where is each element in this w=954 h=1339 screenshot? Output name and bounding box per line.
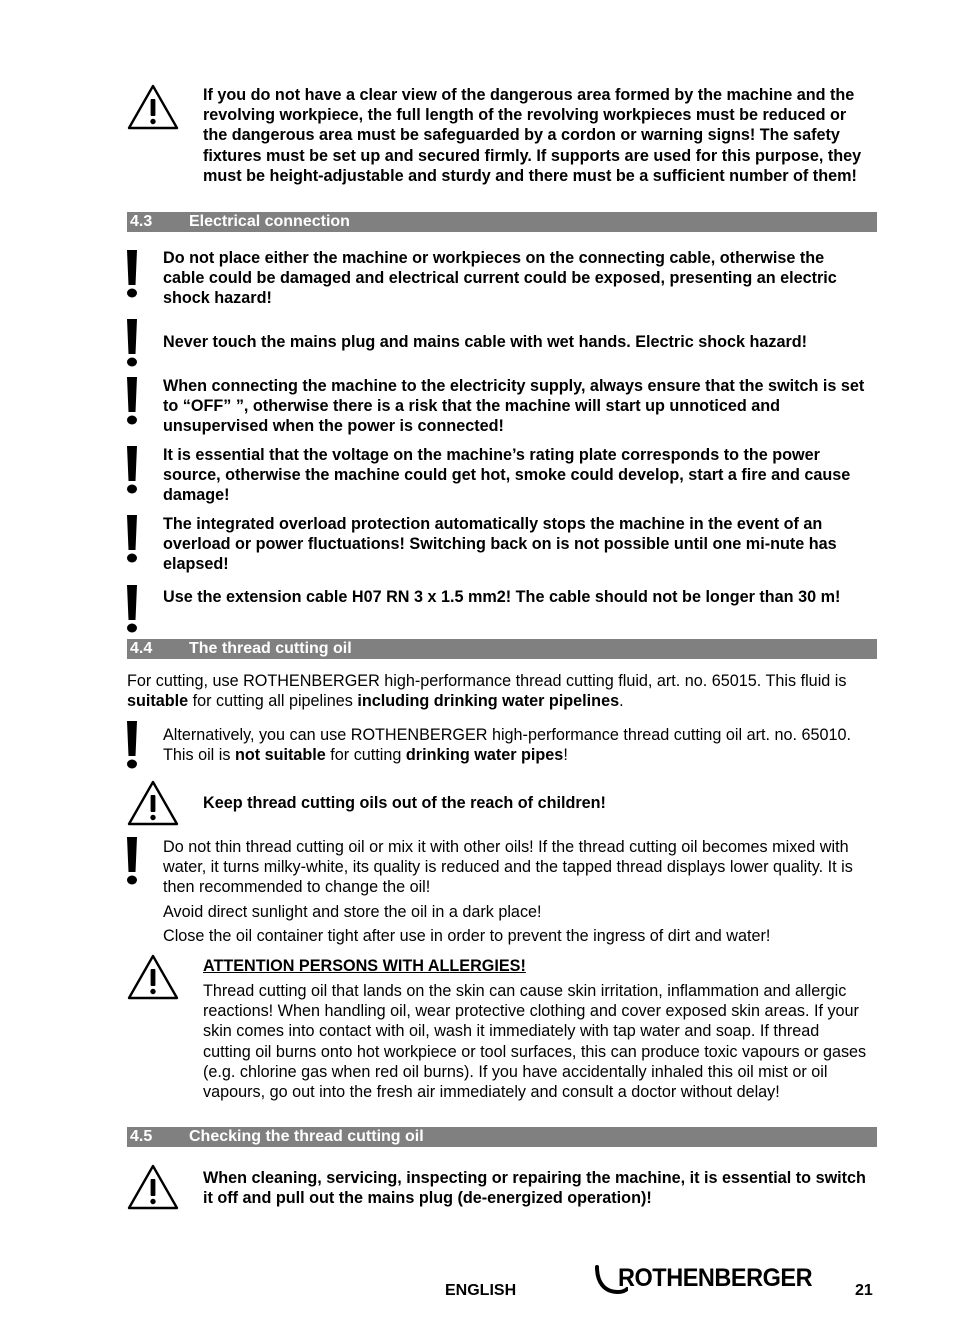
warning-triangle-icon [126, 1163, 180, 1211]
top-warning-text: If you do not have a clear view of the dangerous area formed by the machine and the revolving workpiece, the full length of the revolving workpieces must be reduced or the dangerous area must be safeguarded by a cordon or warning signs! The safety fixtures must be set up and secured firmly. If supports are used for this purpose, they must be height-adjustable and sturdy and there must be a sufficient number of them! [203, 86, 862, 185]
allergy-text: Thread cutting oil that lands on the skin can cause skin irritation, inflammation and allergic reactions! When handling oil, wear protective clothing and cover exposed skin areas. If your skin comes into contact with oil, wash it immediately with tap water and soap. If thread cutting oil burns onto hot workpiece or tool surfaces, this can produce toxic vapours or gases (e.g. chlorine gas when red oil burns). If you have accidentally inhaled this oil mist or oil vapours, go out into the fresh air immediately and consult a doctor without delay! [203, 982, 867, 1102]
section-title: The thread cutting oil [189, 640, 352, 657]
children-warning-text: Keep thread cutting oils out of the reach of children! [203, 794, 606, 812]
electrical-note: Never touch the mains plug and mains cable with wet hands. Electric shock hazard! [163, 333, 808, 351]
close-container-paragraph: Close the oil container tight after use in order to prevent the ingress of dirt and water! [163, 927, 771, 945]
exclamation-icon [124, 445, 140, 495]
exclamation-icon [124, 720, 140, 770]
electrical-note: Do not place either the machine or workpieces on the connecting cable, otherwise the cable could be damaged and electrical current could be exposed, presenting an electric shock hazard! [163, 249, 837, 308]
exclamation-icon [124, 249, 140, 299]
section-number: 4.5 [130, 1128, 153, 1145]
allergy-heading: ATTENTION PERSONS WITH ALLERGIES! [203, 957, 526, 975]
oil-intro-paragraph: For cutting, use ROTHENBERGER high-performance thread cutting fluid, art. no. 65015. This fluid is suitable for cutting all pipelines including drinking water pipelines. [127, 672, 847, 711]
exclamation-icon [124, 836, 140, 886]
exclamation-icon [124, 318, 140, 368]
section-title: Electrical connection [189, 213, 350, 230]
section-number: 4.4 [130, 640, 153, 657]
section-title: Checking the thread cutting oil [189, 1128, 424, 1145]
exclamation-icon [124, 514, 140, 564]
brand-logo [592, 1262, 832, 1298]
electrical-note: Use the extension cable H07 RN 3 x 1.5 mm2! The cable should not be longer than 30 m! [163, 588, 841, 606]
exclamation-icon [124, 376, 140, 426]
alternative-oil-paragraph: Alternatively, you can use ROTHENBERGER high-performance thread cutting oil art. no. 65010. This oil is not suitable for cutting drinking water pipes! [163, 726, 851, 765]
section-number: 4.3 [130, 213, 153, 230]
footer-language: ENGLISH [445, 1282, 517, 1299]
brand-name: ROTHENBERGER [618, 1264, 813, 1292]
thinning-oil-paragraph: Do not thin thread cutting oil or mix it with other oils! If the thread cutting oil becomes mixed with water, it turns milky-white, its quality is reduced and the tapped thread displays lower quality. It is then recommended to change the oil! [163, 838, 853, 897]
section-header-4-5 [127, 1127, 877, 1147]
electrical-note: It is essential that the voltage on the machine’s rating plate corresponds to the power source, otherwise the machine could get hot, smoke could develop, start a fire and cause damage! [163, 446, 851, 505]
section-header-4-3 [127, 212, 877, 232]
warning-triangle-icon [126, 779, 180, 827]
warning-triangle-icon [126, 953, 180, 1001]
exclamation-icon [124, 584, 140, 634]
servicing-warning-text: When cleaning, servicing, inspecting or repairing the machine, it is essential to switch it off and pull out the mains plug (de-energized operation)! [203, 1169, 866, 1208]
warning-triangle-icon [126, 83, 180, 131]
electrical-note: The integrated overload protection automatically stops the machine in the event of an overload or power fluctuations! Switching back on is not possible until one mi-nute has elapsed! [163, 515, 837, 574]
electrical-note: When connecting the machine to the electricity supply, always ensure that the switch is set to “OFF” ”, otherwise there is a risk that the machine will start up unnoticed and unsupervised when the power is connected! [163, 377, 865, 436]
sunlight-paragraph: Avoid direct sunlight and store the oil in a dark place! [163, 903, 542, 921]
section-header-4-4 [127, 639, 877, 659]
page-number: 21 [855, 1282, 873, 1299]
